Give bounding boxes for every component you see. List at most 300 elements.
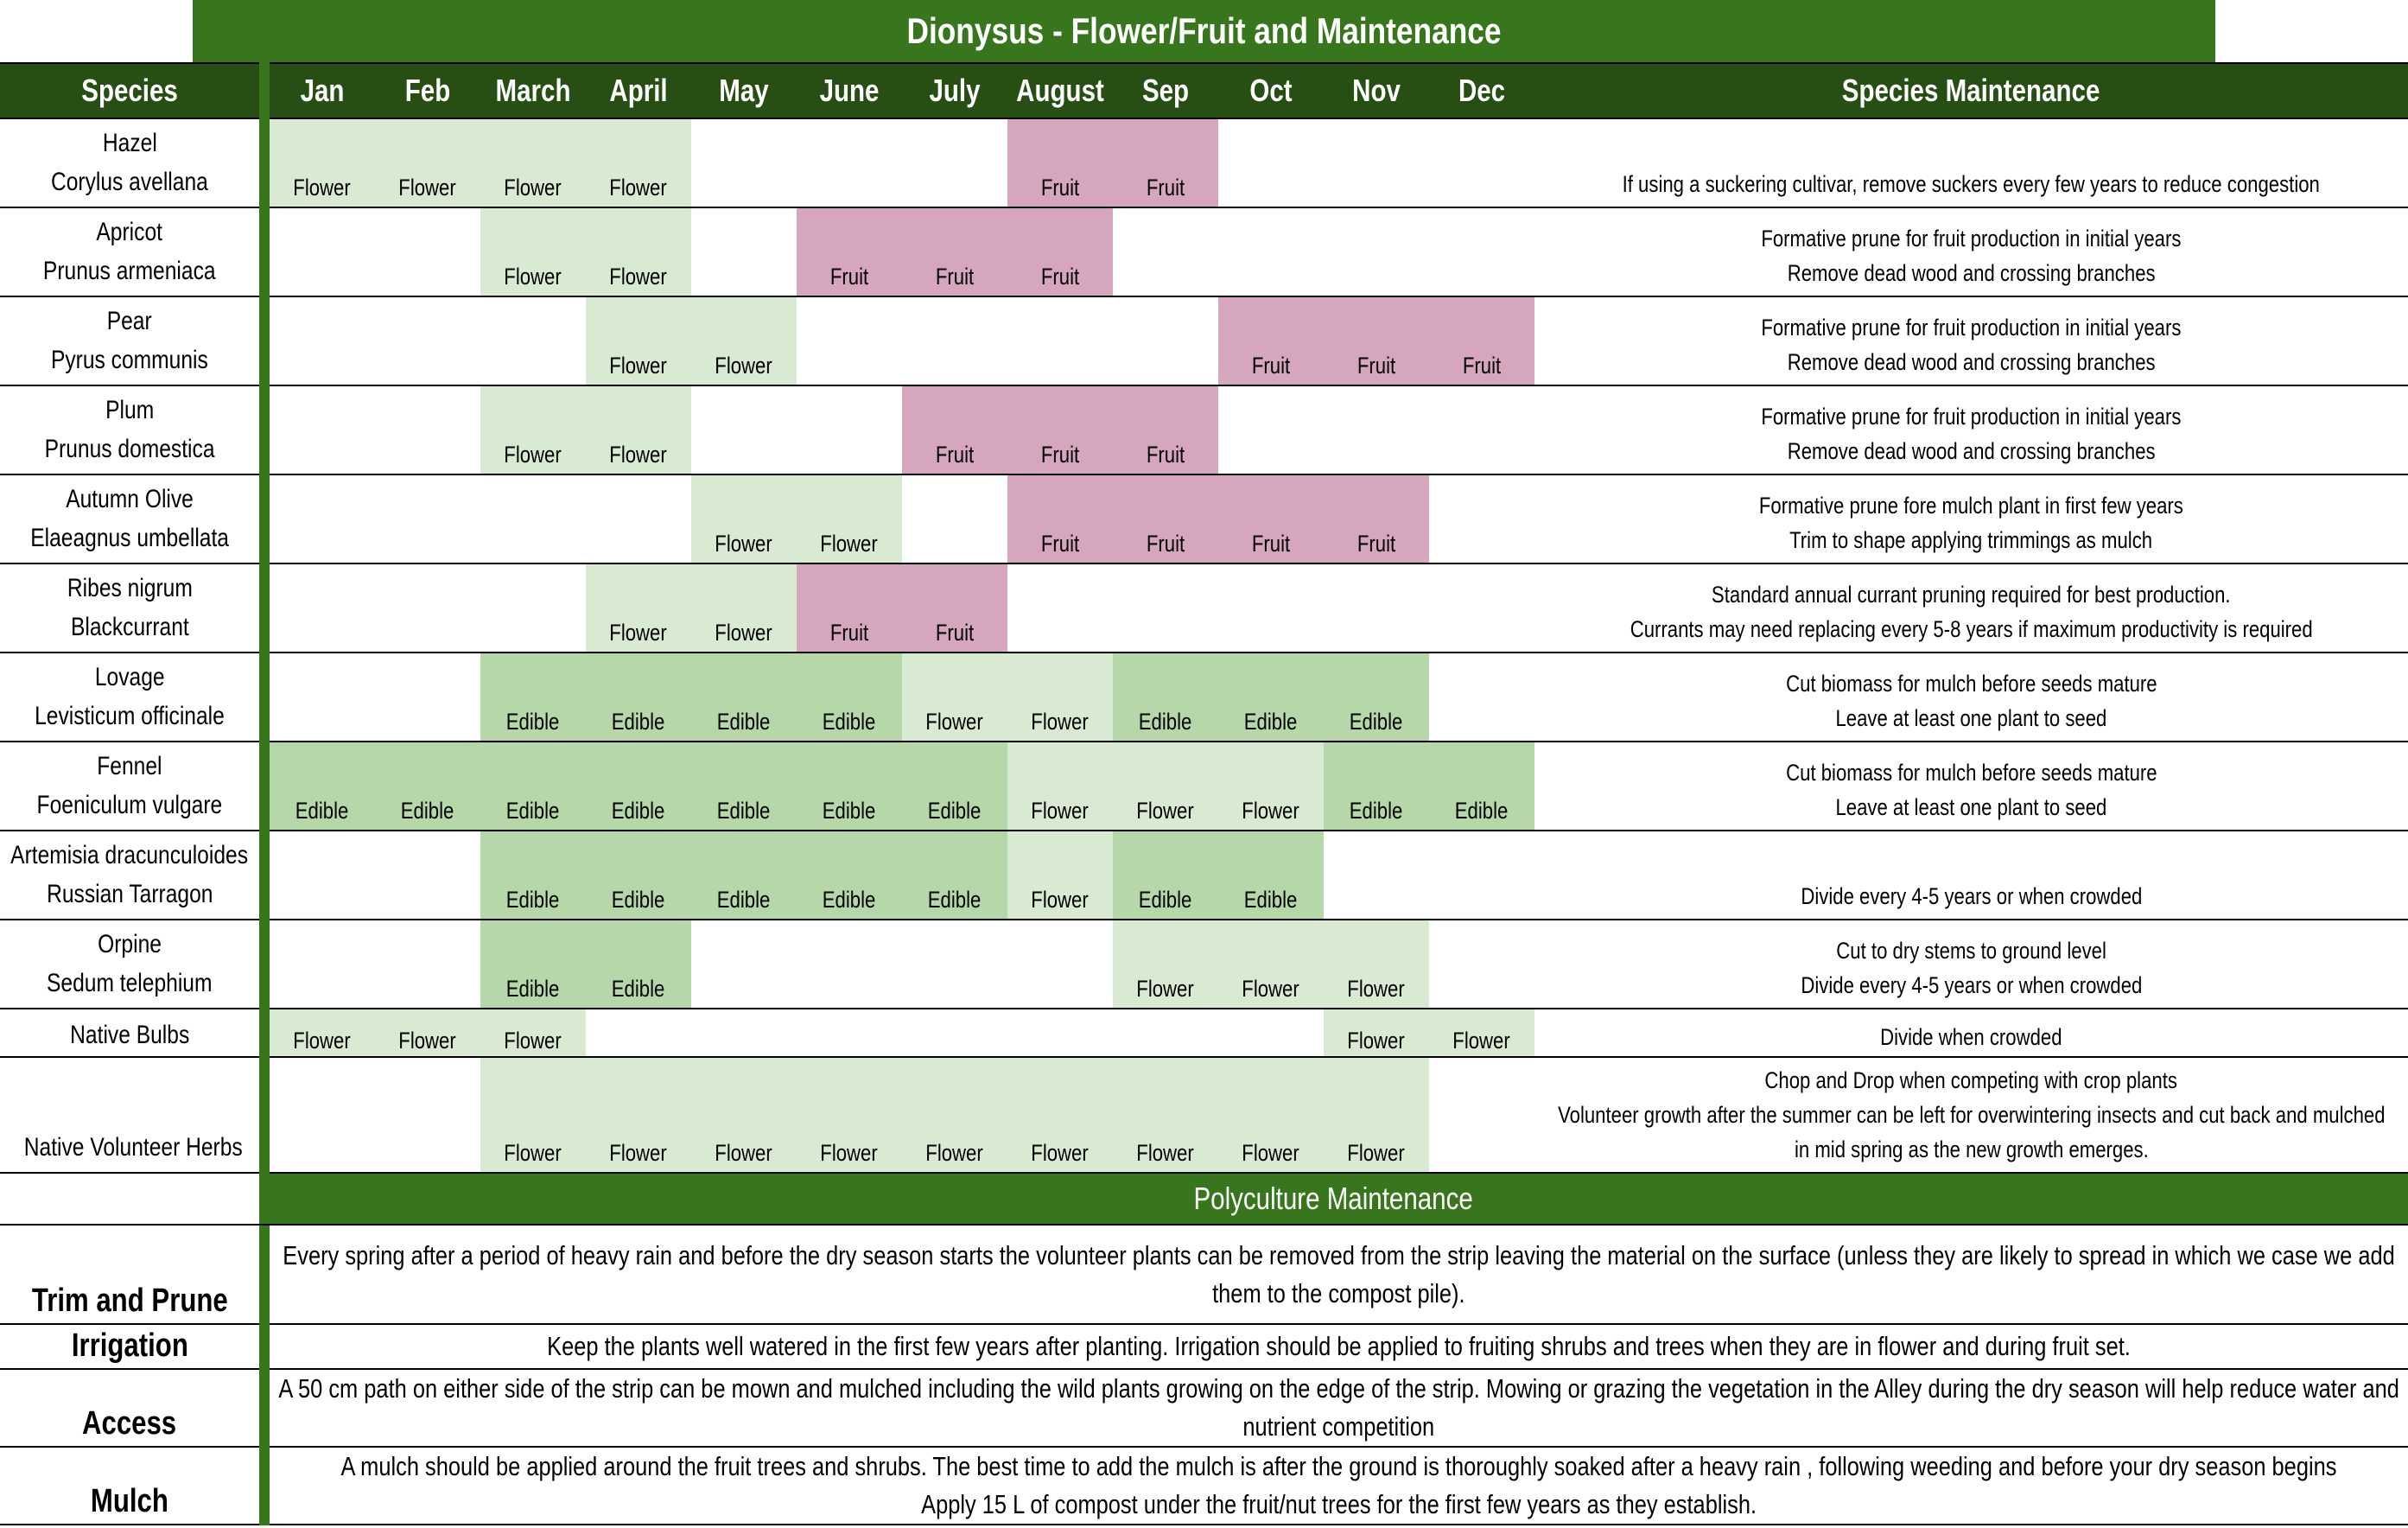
species-name xyxy=(0,831,259,920)
maintenance-line: Cut biomass for mulch before seeds mature xyxy=(1785,671,2157,697)
maintenance-line: Remove dead wood and crossing branches xyxy=(1787,438,2156,464)
poly-text-line: nutrient competition xyxy=(1242,1411,1435,1442)
month-cell xyxy=(480,742,586,831)
cell-label: Fruit xyxy=(1356,531,1396,557)
month-header-june: June xyxy=(797,62,902,119)
month-cell xyxy=(691,386,797,475)
month-cell xyxy=(1324,742,1429,831)
species-common-name: Apricot xyxy=(96,218,163,246)
cell-label: Edible xyxy=(823,887,876,913)
month-cell xyxy=(1218,920,1324,1009)
month-header-april: April xyxy=(586,62,691,119)
cell-label: Edible xyxy=(295,798,349,824)
species-common-name: Autumn Olive xyxy=(66,485,194,513)
month-header-july: July xyxy=(902,62,1007,119)
cell-label: Fruit xyxy=(935,442,975,468)
month-cell xyxy=(586,297,691,386)
cell-label: Fruit xyxy=(1040,175,1080,201)
divider-bar xyxy=(259,1226,270,1325)
month-cell xyxy=(902,386,1007,475)
month-cell xyxy=(902,119,1007,208)
month-cell xyxy=(375,1009,480,1058)
species-name xyxy=(0,920,259,1009)
cell-label: Flower xyxy=(1452,1028,1511,1054)
month-cell xyxy=(1218,653,1324,742)
month-cell xyxy=(1007,1058,1113,1174)
species-latin-name: Elaeagnus umbellata xyxy=(30,524,229,552)
poly-label: Trim and Prune xyxy=(0,1226,259,1325)
species-latin-name: Levisticum officinale xyxy=(35,702,225,730)
month-cell xyxy=(1324,208,1429,297)
divider-bar xyxy=(259,1370,270,1448)
poly-text-line: Every spring after a period of heavy rain and before the dry season starts the volunteer plants can be removed from the strip leaving the material on the surface (unless they are likely to spread in which we case we add xyxy=(283,1239,2395,1270)
month-cell xyxy=(480,1009,586,1058)
month-header-may: May xyxy=(691,62,797,119)
cell-label: Flower xyxy=(820,1140,879,1166)
species-name xyxy=(0,475,259,564)
poly-text xyxy=(270,1325,2408,1370)
species-name xyxy=(0,297,259,386)
divider-bar xyxy=(259,119,270,208)
maintenance-header: Species Maintenance xyxy=(1534,62,2408,119)
month-cell xyxy=(375,119,480,208)
poly-text-line: them to the compost pile). xyxy=(1212,1277,1465,1308)
cell-label: Flower xyxy=(1031,798,1090,824)
month-cell xyxy=(1113,920,1218,1009)
cell-label: Edible xyxy=(506,976,560,1002)
cell-label: Flower xyxy=(1347,1140,1406,1166)
month-cell xyxy=(902,831,1007,920)
month-cell xyxy=(902,564,1007,653)
poly-text-line: A 50 cm path on either side of the strip can be mown and mulched including the wild plants growing on the edge of the strip. Mowing or grazing the vegetation in the Alley during the dry season will help reduce water and xyxy=(278,1373,2399,1404)
month-cell xyxy=(797,1009,902,1058)
month-cell xyxy=(1218,564,1324,653)
month-cell xyxy=(270,119,375,208)
month-cell xyxy=(691,1009,797,1058)
cell-label: Edible xyxy=(717,887,771,913)
cell-label: Fruit xyxy=(1040,264,1080,290)
month-header-feb: Feb xyxy=(375,62,480,119)
species-maintenance xyxy=(1534,297,2408,386)
month-cell xyxy=(270,386,375,475)
month-cell xyxy=(1007,653,1113,742)
month-cell xyxy=(1007,831,1113,920)
cell-label: Flower xyxy=(609,264,668,290)
month-cell xyxy=(691,475,797,564)
month-cell xyxy=(586,564,691,653)
month-cell xyxy=(375,1058,480,1174)
cell-label: Flower xyxy=(1242,798,1300,824)
poly-label: Access xyxy=(0,1370,259,1448)
cell-label: Flower xyxy=(1347,1028,1406,1054)
species-latin-name: Foeniculum vulgare xyxy=(36,791,223,819)
maintenance-line: Formative prune for fruit production in initial years xyxy=(1761,226,2182,251)
species-common-name: Plum xyxy=(105,396,155,424)
month-cell xyxy=(1113,564,1218,653)
month-cell xyxy=(797,653,902,742)
divider-bar xyxy=(259,920,270,1009)
cell-label: Flower xyxy=(925,1140,984,1166)
month-cell xyxy=(586,1009,691,1058)
species-name xyxy=(0,742,259,831)
month-cell xyxy=(1324,119,1429,208)
month-cell xyxy=(1218,831,1324,920)
month-cell xyxy=(480,208,586,297)
maintenance-line: Cut biomass for mulch before seeds mature xyxy=(1785,760,2157,786)
month-cell xyxy=(270,653,375,742)
divider-bar xyxy=(259,1009,270,1058)
cell-label: Edible xyxy=(1244,887,1298,913)
species-maintenance xyxy=(1534,920,2408,1009)
month-cell xyxy=(375,742,480,831)
cell-label: Edible xyxy=(717,709,771,735)
cell-label: Flower xyxy=(1031,1140,1090,1166)
maintenance-line: Leave at least one plant to seed xyxy=(1835,794,2107,820)
month-cell xyxy=(1218,119,1324,208)
month-cell xyxy=(902,208,1007,297)
maintenance-line: Standard annual currant pruning required for best production. xyxy=(1712,582,2231,608)
poly-text-line: A mulch should be applied around the fruit trees and shrubs. The best time to add the mulch is after the ground is thoroughly soaked after a heavy rain , following weeding and before your dry season begins xyxy=(340,1451,2337,1481)
month-cell xyxy=(586,831,691,920)
month-cell xyxy=(270,564,375,653)
month-cell xyxy=(1429,208,1534,297)
cell-label: Flower xyxy=(820,531,879,557)
poly-label: Irrigation xyxy=(0,1325,259,1370)
cell-label: Edible xyxy=(612,976,665,1002)
maintenance-line: Currants may need replacing every 5-8 years if maximum productivity is required xyxy=(1630,616,2313,642)
species-common-name: Native Bulbs xyxy=(69,1021,190,1049)
month-cell xyxy=(480,920,586,1009)
month-cell xyxy=(1007,297,1113,386)
month-cell xyxy=(1113,1009,1218,1058)
month-cell xyxy=(1429,564,1534,653)
cell-label: Fruit xyxy=(1356,353,1396,379)
month-cell xyxy=(1324,653,1429,742)
maintenance-line: Trim to shape applying trimmings as mulch xyxy=(1789,527,2153,553)
cell-label: Flower xyxy=(715,1140,773,1166)
poly-text xyxy=(270,1448,2408,1525)
month-cell xyxy=(1324,1058,1429,1174)
maintenance-line: Formative prune for fruit production in initial years xyxy=(1761,404,2182,430)
month-cell xyxy=(1113,831,1218,920)
cell-label: Fruit xyxy=(1146,442,1185,468)
species-latin-name: Russian Tarragon xyxy=(46,880,213,908)
month-cell xyxy=(1113,1058,1218,1174)
cell-label: Flower xyxy=(1347,976,1406,1002)
month-cell xyxy=(375,564,480,653)
month-cell xyxy=(1429,1058,1534,1174)
polyculture-header: Polyculture Maintenance xyxy=(259,1174,2408,1226)
species-maintenance xyxy=(1534,742,2408,831)
species-latin-name: Blackcurrant xyxy=(70,613,189,641)
month-cell xyxy=(1113,386,1218,475)
species-common-name: Fennel xyxy=(97,752,162,780)
cell-label: Flower xyxy=(504,264,562,290)
cell-label: Fruit xyxy=(829,264,869,290)
species-latin-name: Pyrus communis xyxy=(51,346,208,374)
species-name xyxy=(0,208,259,297)
cell-label: Fruit xyxy=(1040,531,1080,557)
species-name xyxy=(0,1009,259,1058)
month-cell xyxy=(480,297,586,386)
cell-label: Flower xyxy=(609,353,668,379)
month-header-oct: Oct xyxy=(1218,62,1324,119)
maintenance-line: Divide every 4-5 years or when crowded xyxy=(1800,972,2143,998)
month-cell xyxy=(1324,297,1429,386)
cell-label: Fruit xyxy=(935,264,975,290)
divider-bar xyxy=(259,653,270,742)
divider-bar xyxy=(259,831,270,920)
month-cell xyxy=(797,386,902,475)
month-cell xyxy=(480,564,586,653)
maintenance-line: in mid spring as the new growth emerges. xyxy=(1794,1136,2149,1162)
cell-label: Flower xyxy=(293,1028,352,1054)
cell-label: Flower xyxy=(1136,976,1195,1002)
divider-bar xyxy=(259,475,270,564)
month-cell xyxy=(1007,564,1113,653)
cell-label: Flower xyxy=(293,175,352,201)
species-maintenance xyxy=(1534,1009,2408,1058)
cell-label: Edible xyxy=(1350,709,1403,735)
month-cell xyxy=(1218,742,1324,831)
month-cell xyxy=(1007,475,1113,564)
divider-bar xyxy=(259,386,270,475)
cell-label: Edible xyxy=(1139,709,1192,735)
month-cell xyxy=(1324,475,1429,564)
month-cell xyxy=(797,742,902,831)
month-cell xyxy=(270,475,375,564)
month-cell xyxy=(480,119,586,208)
month-cell xyxy=(797,119,902,208)
month-cell xyxy=(1007,119,1113,208)
month-cell xyxy=(586,1058,691,1174)
cell-label: Flower xyxy=(1031,709,1090,735)
month-cell xyxy=(586,920,691,1009)
month-cell xyxy=(586,208,691,297)
month-cell xyxy=(797,208,902,297)
month-header-nov: Nov xyxy=(1324,62,1429,119)
month-cell xyxy=(270,831,375,920)
month-cell xyxy=(270,1009,375,1058)
month-cell xyxy=(797,475,902,564)
month-cell xyxy=(1113,297,1218,386)
cell-label: Fruit xyxy=(935,620,975,646)
month-cell xyxy=(270,920,375,1009)
month-cell xyxy=(1113,208,1218,297)
cell-label: Flower xyxy=(1136,1140,1195,1166)
month-cell xyxy=(1218,475,1324,564)
species-maintenance xyxy=(1534,119,2408,208)
month-cell xyxy=(797,1058,902,1174)
month-cell xyxy=(1113,119,1218,208)
month-cell xyxy=(270,297,375,386)
cell-label: Edible xyxy=(612,887,665,913)
month-cell xyxy=(1429,742,1534,831)
month-cell xyxy=(1218,297,1324,386)
month-cell xyxy=(270,208,375,297)
species-name xyxy=(0,1058,259,1174)
poly-text xyxy=(270,1370,2408,1448)
divider-bar xyxy=(259,1058,270,1174)
species-latin-name: Sedum telephium xyxy=(47,969,213,997)
poly-text-line: Apply 15 L of compost under the fruit/nut trees for the first few years as they establish. xyxy=(921,1489,1757,1519)
month-cell xyxy=(1007,1009,1113,1058)
maintenance-line: Divide every 4-5 years or when crowded xyxy=(1800,883,2143,909)
poly-label: Mulch xyxy=(0,1448,259,1525)
species-name xyxy=(0,119,259,208)
species-maintenance xyxy=(1534,386,2408,475)
month-cell xyxy=(691,564,797,653)
species-name xyxy=(0,653,259,742)
cell-label: Flower xyxy=(609,175,668,201)
month-header-dec: Dec xyxy=(1429,62,1534,119)
month-cell xyxy=(1113,475,1218,564)
month-cell xyxy=(480,386,586,475)
cell-label: Flower xyxy=(504,175,562,201)
month-cell xyxy=(797,831,902,920)
month-cell xyxy=(1324,920,1429,1009)
month-cell xyxy=(1429,1009,1534,1058)
month-cell xyxy=(586,119,691,208)
species-common-name: Native Volunteer Herbs xyxy=(23,1133,243,1162)
month-cell xyxy=(797,297,902,386)
month-cell xyxy=(1324,564,1429,653)
maintenance-line: If using a suckering cultivar, remove suckers every few years to reduce congestion xyxy=(1622,171,2321,197)
cell-label: Flower xyxy=(504,1140,562,1166)
maintenance-line: Remove dead wood and crossing branches xyxy=(1787,260,2156,286)
month-cell xyxy=(797,920,902,1009)
poly-text-line: Keep the plants well watered in the first few years after planting. Irrigation should be applied to fruiting shrubs and trees when they are in flower and during fruit set. xyxy=(547,1331,2131,1361)
cell-label: Flower xyxy=(398,1028,457,1054)
month-cell xyxy=(691,831,797,920)
cell-label: Edible xyxy=(612,709,665,735)
cell-label: Edible xyxy=(1350,798,1403,824)
month-cell xyxy=(902,653,1007,742)
month-cell xyxy=(902,297,1007,386)
month-cell xyxy=(480,831,586,920)
cell-label: Edible xyxy=(717,798,771,824)
cell-label: Fruit xyxy=(1146,531,1185,557)
month-cell xyxy=(1218,1009,1324,1058)
cell-label: Flower xyxy=(609,1140,668,1166)
month-cell xyxy=(1218,1058,1324,1174)
species-maintenance xyxy=(1534,831,2408,920)
month-cell xyxy=(691,653,797,742)
month-cell xyxy=(902,1058,1007,1174)
species-maintenance xyxy=(1534,564,2408,653)
species-maintenance xyxy=(1534,475,2408,564)
month-cell xyxy=(1429,920,1534,1009)
cell-label: Flower xyxy=(925,709,984,735)
month-cell xyxy=(375,653,480,742)
month-cell xyxy=(1218,386,1324,475)
cell-label: Flower xyxy=(715,531,773,557)
month-header-august: August xyxy=(1007,62,1113,119)
month-cell xyxy=(1113,653,1218,742)
month-cell xyxy=(1218,208,1324,297)
species-common-name: Hazel xyxy=(102,129,157,157)
month-cell xyxy=(270,742,375,831)
month-cell xyxy=(691,1058,797,1174)
month-cell xyxy=(375,386,480,475)
species-maintenance xyxy=(1534,208,2408,297)
month-header-sep: Sep xyxy=(1113,62,1218,119)
cell-label: Flower xyxy=(1031,887,1090,913)
maintenance-line: Leave at least one plant to seed xyxy=(1835,705,2107,731)
divider-bar xyxy=(259,1448,270,1525)
poly-header-spacer xyxy=(0,1174,259,1226)
month-cell xyxy=(586,653,691,742)
species-common-name: Lovage xyxy=(94,663,165,691)
cell-label: Edible xyxy=(928,887,982,913)
cell-label: Flower xyxy=(609,620,668,646)
species-common-name: Orpine xyxy=(98,930,162,958)
month-cell xyxy=(1007,208,1113,297)
month-cell xyxy=(1113,742,1218,831)
month-cell xyxy=(480,1058,586,1174)
month-header-jan: Jan xyxy=(270,62,375,119)
month-cell xyxy=(1324,386,1429,475)
cell-label: Edible xyxy=(506,887,560,913)
month-header-march: March xyxy=(480,62,586,119)
cell-label: Edible xyxy=(1139,887,1192,913)
month-cell xyxy=(1007,920,1113,1009)
divider-bar xyxy=(259,208,270,297)
species-maintenance xyxy=(1534,1058,2408,1174)
cell-label: Fruit xyxy=(1251,531,1291,557)
month-cell xyxy=(375,297,480,386)
month-cell xyxy=(1007,386,1113,475)
maintenance-line: Remove dead wood and crossing branches xyxy=(1787,349,2156,375)
divider-bar xyxy=(259,742,270,831)
cell-label: Edible xyxy=(1244,709,1298,735)
month-cell xyxy=(375,920,480,1009)
cell-label: Flower xyxy=(398,175,457,201)
maintenance-line: Cut to dry stems to ground level xyxy=(1836,938,2106,964)
month-cell xyxy=(902,742,1007,831)
month-cell xyxy=(797,564,902,653)
maintenance-line: Chop and Drop when competing with crop plants xyxy=(1764,1067,2178,1093)
month-cell xyxy=(1429,653,1534,742)
species-latin-name: Prunus armeniaca xyxy=(43,257,216,285)
maintenance-line: Volunteer growth after the summer can be left for overwintering insects and cut back and mulched xyxy=(1557,1102,2386,1128)
month-cell xyxy=(691,208,797,297)
cell-label: Flower xyxy=(609,442,668,468)
month-cell xyxy=(691,119,797,208)
maintenance-line: Formative prune fore mulch plant in first few years xyxy=(1759,493,2183,519)
month-cell xyxy=(1429,831,1534,920)
cell-label: Fruit xyxy=(1040,442,1080,468)
month-cell xyxy=(480,475,586,564)
cell-label: Edible xyxy=(612,798,665,824)
month-cell xyxy=(375,208,480,297)
month-cell xyxy=(1429,386,1534,475)
sheet-title: Dionysus - Flower/Fruit and Maintenance xyxy=(193,0,2215,62)
cell-label: Edible xyxy=(1455,798,1509,824)
cell-label: Fruit xyxy=(829,620,869,646)
cell-label: Flower xyxy=(504,442,562,468)
cell-label: Flower xyxy=(715,353,773,379)
month-cell xyxy=(902,475,1007,564)
month-cell xyxy=(1007,742,1113,831)
maintenance-line: Formative prune for fruit production in initial years xyxy=(1761,315,2182,341)
cell-label: Flower xyxy=(1242,976,1300,1002)
maintenance-line: Divide when crowded xyxy=(1880,1024,2062,1050)
cell-label: Flower xyxy=(1136,798,1195,824)
month-cell xyxy=(586,742,691,831)
cell-label: Flower xyxy=(504,1028,562,1054)
cell-label: Fruit xyxy=(1146,175,1185,201)
